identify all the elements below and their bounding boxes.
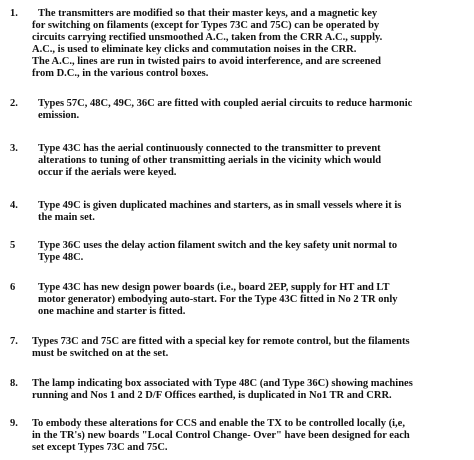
item-text-line: The lamp indicating box associated with Type 48C (and Type 36C) showing machines: [32, 378, 413, 389]
item-text-line: for switching on filaments (except for Types 73C and 75C) can be operated by: [32, 20, 380, 31]
item-text-line: Type 43C has new design power boards (i.e., board 2EP, supply for HT and LT: [38, 282, 390, 293]
item-text-line: motor generator) embodying auto-start. For the Type 43C fitted in No 2 TR only: [38, 294, 398, 305]
item-text-line: Type 36C uses the delay action filament switch and the key safety unit normal to: [38, 240, 398, 251]
item-number: 5: [10, 240, 16, 251]
item-text-line: running and Nos 1 and 2 D/F Offices earthed, is duplicated in No1 TR and CRR.: [32, 390, 392, 401]
item-text-line: The A.C., lines are run in twisted pairs to avoid interference, and are screened: [32, 56, 381, 67]
item-text-line: Type 48C.: [38, 252, 84, 263]
item-text-line: Type 49C is given duplicated machines and starters, as in small vessels where it is: [38, 200, 402, 211]
item-text-line: emission.: [38, 110, 80, 121]
item-text-line: Types 57C, 48C, 49C, 36C are fitted with coupled aerial circuits to reduce harmonic: [38, 98, 413, 109]
item-text-line: in the TR's) new boards "Local Control Change- Over" have been designed for each: [32, 430, 410, 441]
item-text-line: The transmitters are modified so that their master keys, and a magnetic key: [38, 8, 378, 19]
item-number: 2.: [10, 98, 18, 109]
item-text-line: from D.C., in the various control boxes.: [32, 68, 209, 79]
item-text-line: Type 43C has the aerial continuously connected to the transmitter to prevent: [38, 143, 381, 154]
item-number: 4.: [10, 200, 18, 211]
item-text-line: occur if the aerials were keyed.: [38, 167, 177, 178]
item-text-line: set except Types 73C and 75C.: [32, 442, 168, 453]
item-text-line: circuits carrying rectified unsmoothed A.C., taken from the CRR A.C., supply.: [32, 32, 383, 43]
item-number: 1.: [10, 8, 18, 19]
item-text-line: To embody these alterations for CCS and enable the TX to be controlled locally (i,e,: [32, 418, 405, 429]
item-number: 3.: [10, 143, 18, 154]
item-text-line: one machine and starter is fitted.: [38, 306, 186, 317]
item-text-line: alterations to tuning of other transmitting aerials in the vicinity which would: [38, 155, 382, 166]
item-number: 8.: [10, 378, 18, 389]
item-number: 7.: [10, 336, 18, 347]
item-number: 6: [10, 282, 16, 293]
item-text-line: A.C., is used to eliminate key clicks and commutation noises in the CRR.: [32, 44, 357, 55]
item-text-line: Types 73C and 75C are fitted with a special key for remote control, but the filaments: [32, 336, 410, 347]
item-text-line: the main set.: [38, 212, 95, 223]
item-number: 9.: [10, 418, 18, 429]
item-text-line: must be switched on at the set.: [32, 348, 169, 359]
